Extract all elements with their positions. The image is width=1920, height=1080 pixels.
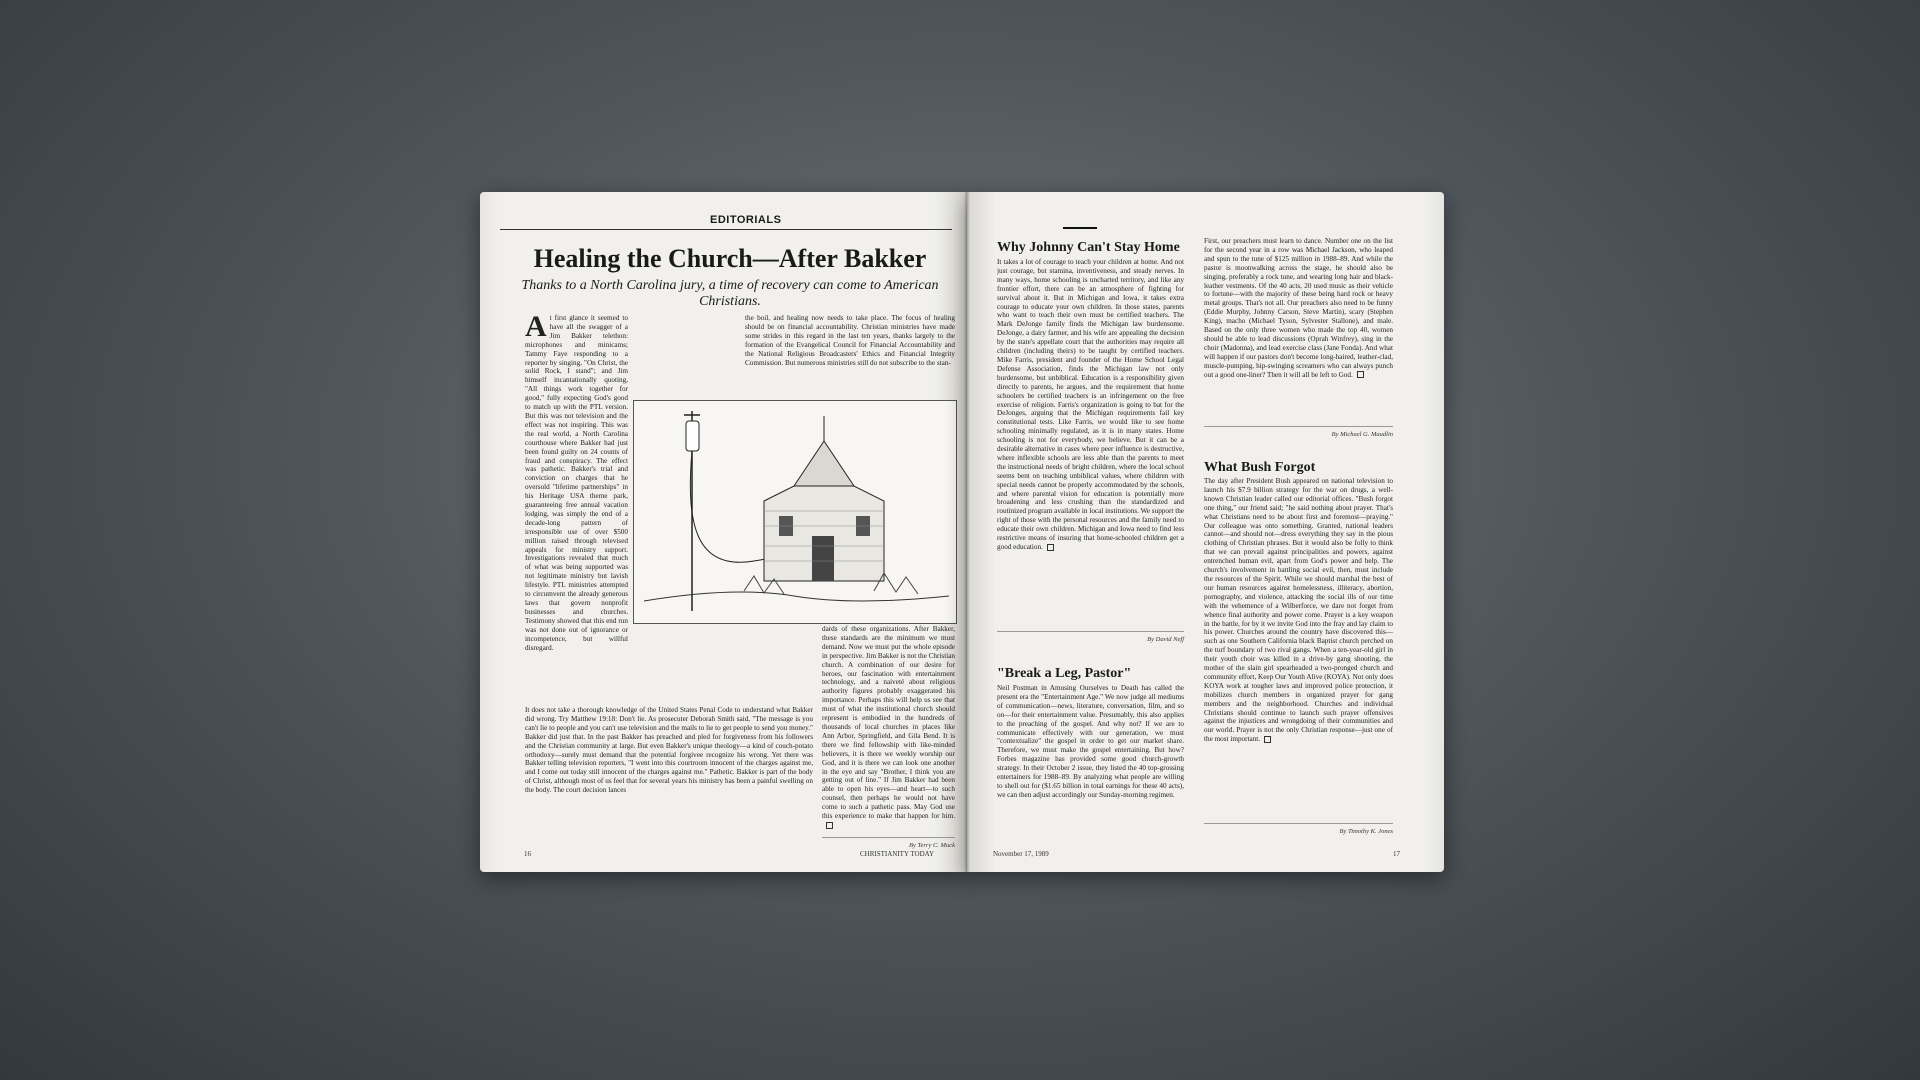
right-page [967,192,1444,872]
column-1-bottom [525,706,813,844]
end-mark [1047,544,1054,551]
byline-rule [1204,823,1393,824]
byline: By David Neff [1147,636,1184,643]
article-text: The day after President Bush appeared on national television to launch his $7.9 billion strategy for the war on drugs, a well-known Christian leader called our editorial offices. "Bush forgot one thing," our friend said; "he said nothing about prayer. That's what Christians need to be about first and foremost—praying." Our colleague was onto something. Granted, national leaders cannot—and should not—dress everything they say in the pious clothing of Christian phrases. But it would also be folly to think that we can prevail against principalities and powers, against entrenched human evil, apart from God's power and help. The church's involvement in battling social evil, then, must include the resources of the Spirit. While we should marshal the best of our human resources against homelessness, illiteracy, abortion, pornography, and violence, attacking the social ills of our time with the vehemence of a Wilberforce, we dare not forget from whence final authority and power come. Prayer is a key weapon in the battle, for by it we invite God into the fray and lay claim to his power. Churches around the country have discovered this—such as one Southern California black Baptist church perched on the turf boundary of two rival gangs. When a ten-year-old girl in their youth choir was killed in a drive-by gang shooting, the mother of the slain girl spearheaded a two-pronged church and community effort, Keep Our Youth Alive (KOYA). Not only does KOYA work at tougher laws and improved police protection, it mobilizes church members in organized prayer for gang members and the neighborhood. Churches and individual Christians should continue to launch such prayer offensives against the injustices and wrongdoing of their communities and our world. Prayer is not the only Christian response—just one of the most important. [1204,477,1393,744]
article-body [997,258,1184,626]
byline-rule [822,837,955,838]
end-mark [1357,371,1364,378]
article-text: Neil Postman in Amusing Ourselves to Death has called the present era the "Entertainment Age." We now judge all mediums of communication—news, literature, conversation, film, and so on—for their entertainment value. Presumably, this also applies to the preaching of the gospel. And why not? If we are to communicate effectively with our generation, we must "contextualize" the gospel in order to get our market share. Therefore, we must make the gospel entertaining. But how? Forbes magazine has provided some good church-growth strategy. In their October 2 issue, they listed the 40 top-grossing entertainers for 1988–89. By analyzing what people are willing to shell out for ($1.65 billion in total earnings for these 40 acts), we can then adjust accordingly our Sunday-morning regimen. [997,684,1184,799]
drop-cap: A [525,314,547,343]
article-text: First, our preachers must learn to dance. Number one on the list for the second year in a row was Michael Jackson, who leaped and spun to the tune of $125 million in 1988–89. And while the pastor is moonwalking across the stage, he should also be singing, preferably a rock tune, and wearing long hair and black-leather vestments. Of the 40 acts, 20 used music as their vehicle to fortune—with the majority of these being hard rock or heavy metal groups. That's not all. Our preachers also need to be funny (Eddie Murphy, Johnny Carson, Steve Martin), scary (Stephen King), macho (Michael Tyson, Sylvester Stallone), and male. Based on the only three women who made the top 40, women should be able to lead discussions (Oprah Winfrey), sing in the choir (Madonna), and lead exercise class (Jane Fonda). And what will happen if our pastors don't become long-haired, leather-clad, muscle-pumping, hip-swinging screamers who can always punch out a good one-liner? Then it will all be left to God. [1204,237,1393,379]
article-body [1204,477,1393,817]
column-1-top [525,314,628,706]
byline-rule [1204,426,1393,427]
folio-number: 16 [524,850,531,858]
article-body [997,684,1184,834]
top-rule [1063,227,1097,229]
folio-title: CHRISTIANITY TODAY [860,850,935,858]
column-1-text: t first glance it seemed to have all the swagger of a Jim Bakker telethon: microphones and minicams; Tammy Faye responding to a reporter by singing, "On Christ, the solid Rock, I stand"; and Jim himself incantationally quoting, "All things work together for good," fully expecting God's good to match up with the PTL version. But this was not television and the effect was not inspiring. This was the real world, a North Carolina courthouse where Bakker had just been found guilty on 24 counts of fraud and conspiracy. The effect was pathetic. Bakker's trial and conviction on charges that he oversold "lifetime partnerships" in his Heritage USA theme park, guaranteeing free annual vacation lodging, was simply the end of a decade-long pattern of irresponsible use of over $500 million raised through televised appeals for ministry support. Investigations revealed that much of what was being supported was not legitimate ministry but lavish lifestyle. PTL ministries attempted to circumvent the already generous laws that govern nonprofit businesses and churches. Testimony showed that this end run was not done out of ignorance or incompetence, but willful disregard. [525,314,628,652]
article-text: It takes a lot of courage to teach your children at home. And not just courage, but stamina, inventiveness, and steady nerves. In many ways, home schooling is uncharted territory, and like any frontier effort, there can be an atmosphere of fighting for survival about it. But in Michigan and Iowa, it takes extra courage to educate your own children. In those states, parents who want to teach their own must be certified teachers. The Mark DeJonge family finds the Michigan law burdensome. DeJonge, a dairy farmer, and his wife are appealing the decision by the state's appellate court that the authorities may require all children (including theirs) to be taught by certified teachers. Mike Farris, president and founder of the Home School Legal Defense Association, finds the Michigan law not only burdensome, but unbiblical. Education is a responsibility given directly to parents, he argues, and the requirement that home schoolers be certified teachers is an infringement on the free exercise of religion. Farris's organization is going to bat for the DeJonges, arguing that the Michigan requirements fail key constitutional tests. Like Farris, we would like to see home schooling minimally regulated, as it is in many states. Home schooling is not for everybody, we believe. But it can be a desirable alternative in cases where peer influence is destructive, where inflexible schools are less able than the parents to meet the instructional needs of bright children, where the local school seems bent on teaching unbiblical values, where children with special needs cannot be properly accommodated by the schools, and where parental vision for education is potentially more broadening and less crushing than the standardized and routinized program available in local institutions. We support the right of those with the personal resources and the family need to educate their own children. Michigan and Iowa need to find less restrictive means of insuring that home-schooled children get a good education. [997,258,1184,551]
article-title: "Break a Leg, Pastor" [997,666,1132,681]
byline: By Terry C. Muck [909,842,955,849]
dek: Thanks to a North Carolina jury, a time of recovery can come to American Christians. [521,278,939,309]
left-page [480,192,967,872]
column-2-top [745,314,955,396]
article-continuation [1204,237,1393,420]
headline: Healing the Church—After Bakker [533,244,927,273]
byline: By Timothy K. Jones [1339,828,1393,835]
byline: By Michael G. Maudlin [1331,431,1393,438]
column-1b-text: It does not take a thorough knowledge of the United States Penal Code to understand what Bakker did wrong. Try Matthew 19:18: Don't lie. As prosecuter Deborah Smith said, "The message is you can't lie to people and you can't use television and the mails to lie to get people to send you money." Bakker did just that. In the past Bakker has preached and pled for forgiveness from his followers and the Christian community at large. But even Bakker's unique theology—a kind of couch-potato orthodoxy—surely must demand that the potential forgivee recognize his wrong. Yet there was Bakker telling television reporters, "I went into this courtroom innocent of the charges against me, and I come out today still innocent of the charges against me." Pathetic. Bakker is part of the body of Christ, although most of us feel that for several years his ministry has been a painful swelling on the body. The court decision lances [525,706,813,795]
end-mark [826,822,833,829]
folio-date: November 17, 1989 [993,850,1049,858]
section-label: EDITORIALS [710,214,782,226]
article-title: Why Johnny Can't Stay Home [997,240,1180,255]
magazine-spread [480,192,1444,872]
end-mark [1264,736,1271,743]
column-2-bottom [822,625,955,835]
spine-gutter [964,192,970,872]
column-2b-text: dards of these organizations. After Bakker, these standards are the minimum we must demand. Now we must put the whole episode in perspective. Jim Bakker is not the Christian church. A combination of our desire for heroes, our fascination with entertainment technology, and a naiveté about religious authority figures probably exaggerated his importance. Perhaps this will help us see that most of what the institutional church should represent is embodied in the hundreds of thousands of local churches in places like Ann Arbor, Springfield, and Gila Bend. It is there we find fellowship with like-minded believers, it is there we weekly worship our God, and it is there we can look one another in the eye and say "Brother, I think you are getting out of line." If Jim Bakker had been able to open his eyes—and heart—to such counsel, then perhaps he would not have come to such a pathetic pass. May God use this experience to make that happen for him. [822,625,955,821]
article-title: What Bush Forgot [1204,460,1316,475]
folio-number: 17 [1393,850,1400,858]
church-iv-drip-illustration [633,400,957,624]
header-rule [500,229,952,230]
byline-rule [997,631,1184,632]
column-2a-text: the boil, and healing now needs to take place. The focus of healing should be on financial accountability. Christian ministries have made some strides in this regard in the last ten years, thanks largely to the formation of the Evangelical Council for Financial Accountability and the National Religious Broadcasters' Ethics and Financial Integrity Commission. But numerous ministries still do not subscribe to the stan- [745,314,955,367]
